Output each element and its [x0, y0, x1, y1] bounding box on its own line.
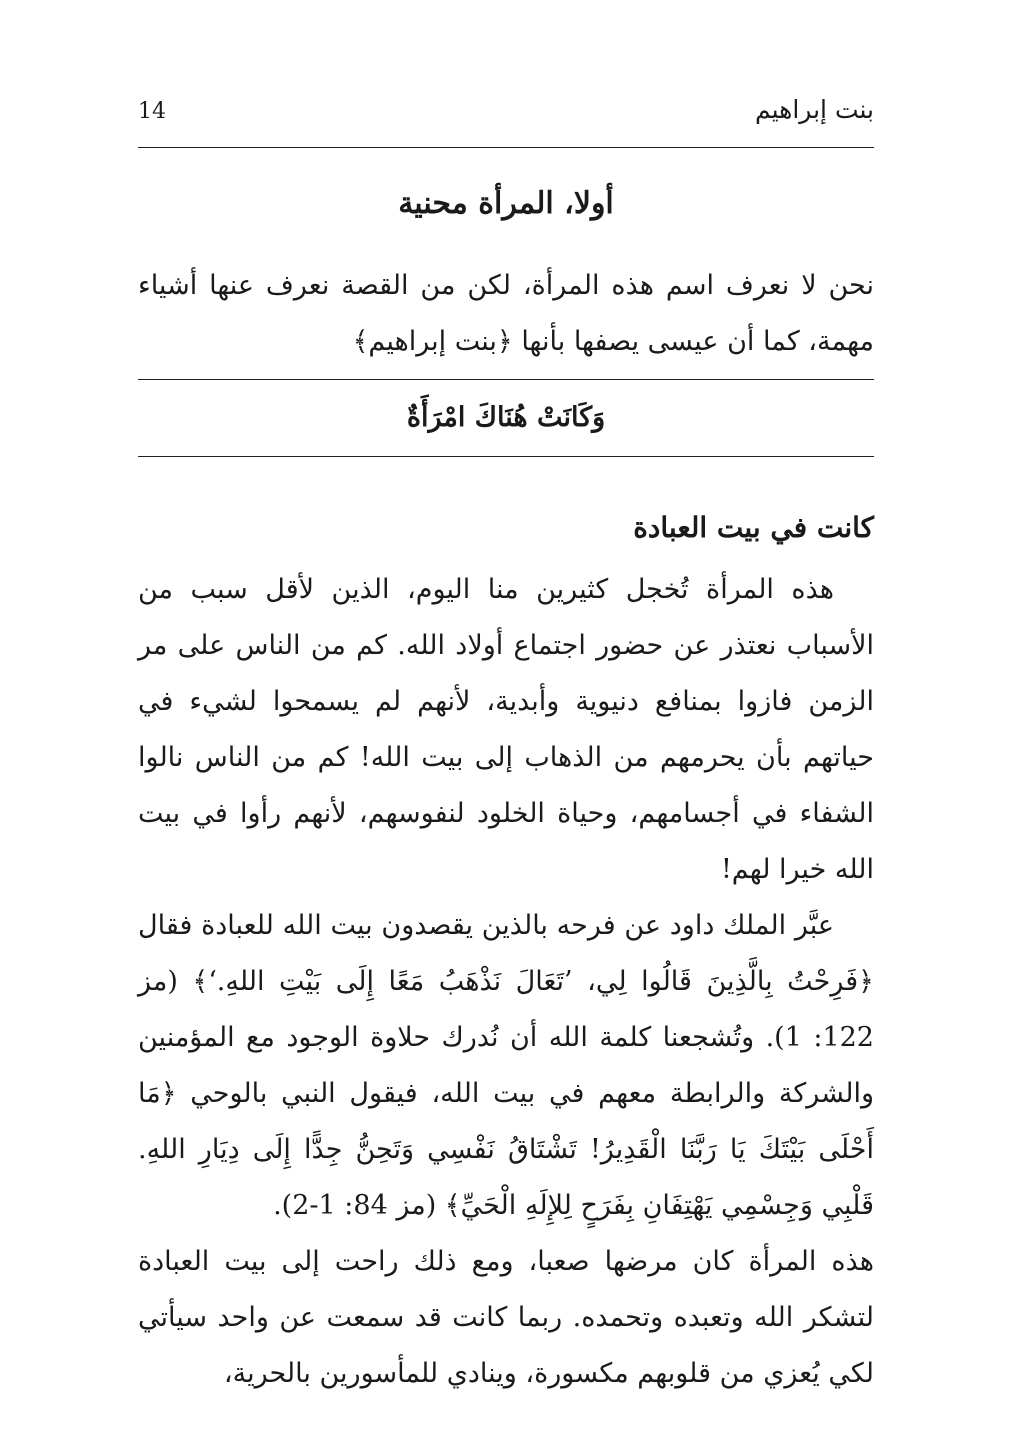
- intro-paragraph: نحن لا نعرف اسم هذه المرأة، لكن من القصة نعرف عنها أشياء مهمة، كما أن عيسى يصفها بأنها ﴿بنت إبراهيم﴾: [138, 270, 874, 357]
- section-title: أولا، المرأة محنية: [398, 186, 614, 221]
- verse-bottom-divider: [138, 456, 874, 457]
- header-divider: [138, 147, 874, 148]
- paragraph-3: هذه المرأة كان مرضها صعبا، ومع ذلك راحت إلى بيت العبادة لتشكر الله وتعبده وتحمده. ربما كانت قد سمعت عن واحد سيأتي لكي يُعزي من قلوبهم مكسورة، وينادي للمأسورين بالحرية،: [138, 1246, 874, 1389]
- page-number: 14: [138, 99, 166, 124]
- paragraph-1: هذه المرأة تُخجل كثيرين منا اليوم، الذين لأقل سبب من الأسباب نعتذر عن حضور اجتماع أولاد الله. كم من الناس على مر الزمن فازوا بمنافع دنيوية وأبدية، لأنهم لم يسمحوا لشيء في حياتهم بأن يحرمهم من الذهاب إلى بيت الله! كم من الناس نالوا الشفاء في أجسامهم، وحياة الخلود لنفوسهم، لأنهم رأوا في بيت الله خيرا لهم!: [138, 574, 874, 885]
- verse-top-divider: [138, 379, 874, 380]
- body-text: [138, 562, 874, 1402]
- paragraph-2: عبَّر الملك داود عن فرحه بالذين يقصدون بيت الله للعبادة فقال ﴿فَرِحْتُ بِالَّذِينَ قَالُوا لِي، ’تَعَالَ نَذْهَبُ مَعًا إِلَى بَيْتِ اللهِ.‘﴾ (مز 122: 1). وتُشجعنا كلمة الله أن نُدرك حلاوة الوجود مع المؤمنين والشركة والرابطة معهم في بيت الله، فيقول النبي بالوحي ﴿مَا أَحْلَى بَيْتَكَ يَا رَبَّنَا الْقَدِيرُ! تَشْتَاقُ نَفْسِي وَتَحِنُّ جِدًّا إِلَى دِيَارِ اللهِ. قَلْبِي وَجِسْمِي يَهْتِفَانِ بِفَرَحٍ لِلإِلَهِ الْحَيِّ﴾ (مز 84: 1-2).: [138, 910, 874, 1221]
- subheading: كانت في بيت العبادة: [633, 511, 874, 544]
- verse-caption: وَكَانَتْ هُنَاكَ امْرَأَةٌ: [406, 402, 606, 433]
- running-title: بنت إبراهيم: [754, 95, 874, 124]
- page-header: [138, 95, 874, 139]
